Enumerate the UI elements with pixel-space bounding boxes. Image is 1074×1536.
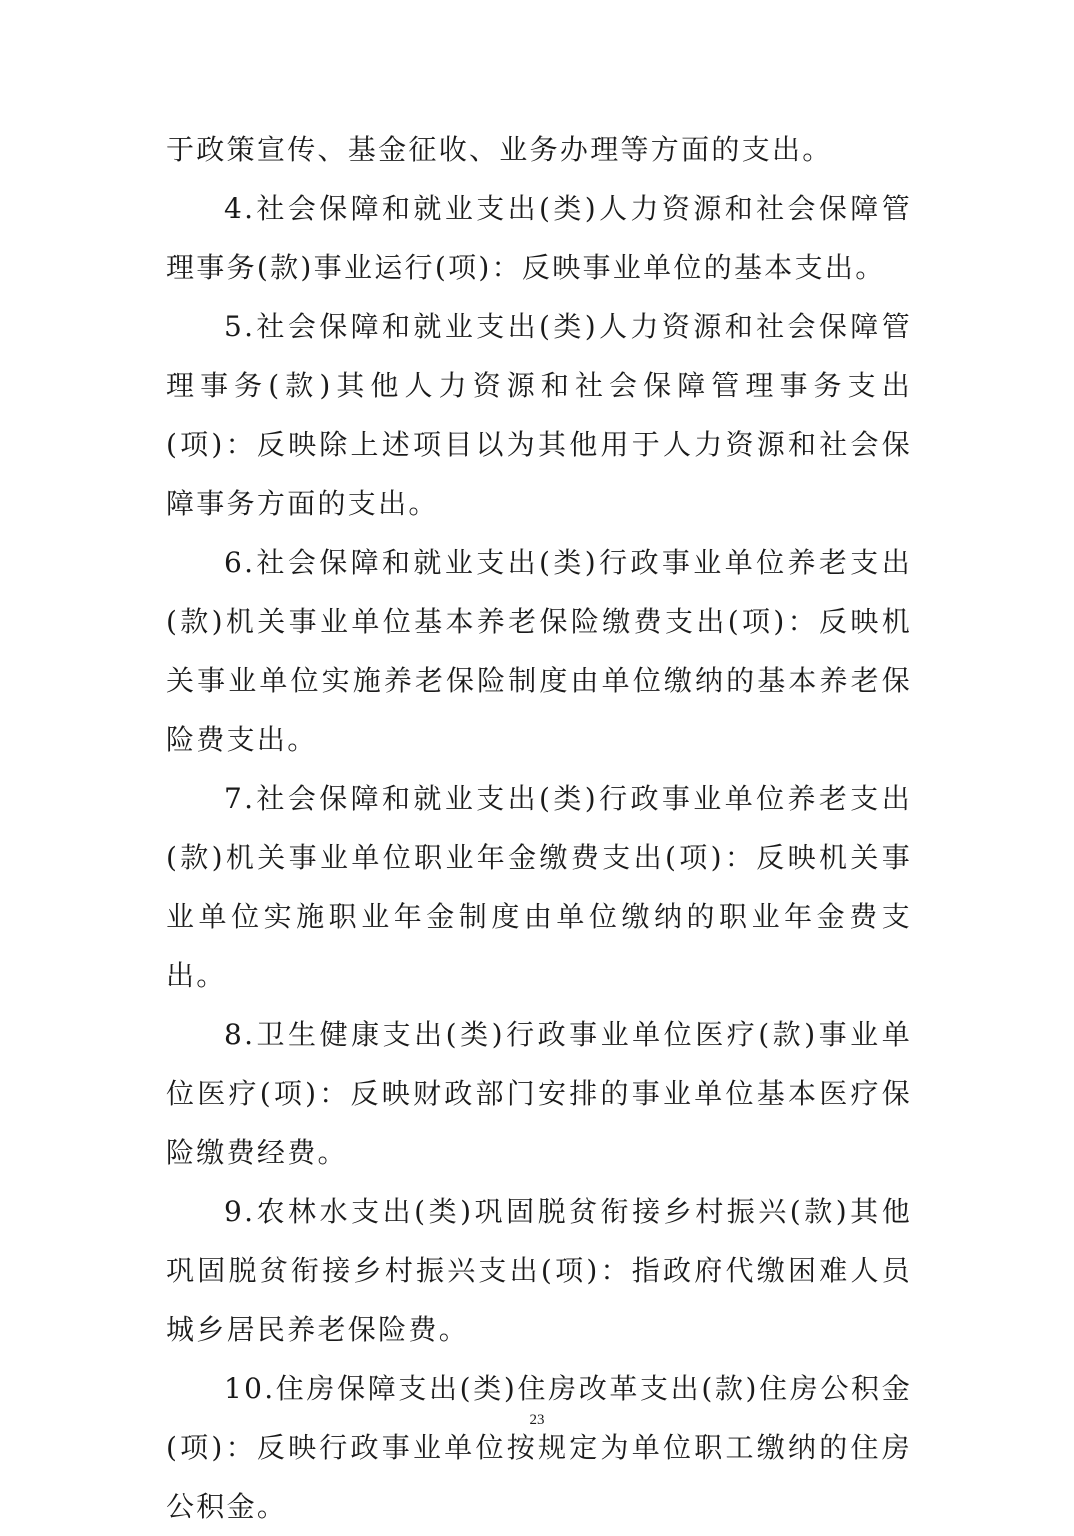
paragraph-continuation: 于政策宣传、基金征收、业务办理等方面的支出。 [166, 133, 833, 166]
paragraph-item-6: 6.社会保障和就业支出(类)行政事业单位养老支出(款)机关事业单位基本养老保险缴费支出(项)：反映机关事业单位实施养老保险制度由单位缴纳的基本养老保险费支出。 [166, 546, 912, 756]
paragraph-item-8: 8.卫生健康支出(类)行政事业单位医疗(款)事业单位医疗(项)：反映财政部门安排的事业单位基本医疗保险缴费经费。 [166, 1018, 912, 1169]
page-number: 23 [529, 1412, 545, 1428]
paragraph-item-4: 4.社会保障和就业支出(类)人力资源和社会保障管理事务(款)事业运行(项)：反映事业单位的基本支出。 [166, 192, 912, 284]
paragraph-item-5: 5.社会保障和就业支出(类)人力资源和社会保障管理事务(款)其他人力资源和社会保障管理事务支出(项)：反映除上述项目以为其他用于人力资源和社会保障事务方面的支出。 [166, 310, 912, 520]
body-text [166, 120, 912, 1536]
paragraph-item-10: 10.住房保障支出(类)住房改革支出(款)住房公积金(项)：反映行政事业单位按规定为单位职工缴纳的住房公积金。 [166, 1372, 912, 1523]
paragraph-item-7: 7.社会保障和就业支出(类)行政事业单位养老支出(款)机关事业单位职业年金缴费支出(项)：反映机关事业单位实施职业年金制度由单位缴纳的职业年金费支出。 [166, 782, 912, 992]
paragraph-item-9: 9.农林水支出(类)巩固脱贫衔接乡村振兴(款)其他巩固脱贫衔接乡村振兴支出(项)：指政府代缴困难人员城乡居民养老保险费。 [166, 1195, 912, 1346]
